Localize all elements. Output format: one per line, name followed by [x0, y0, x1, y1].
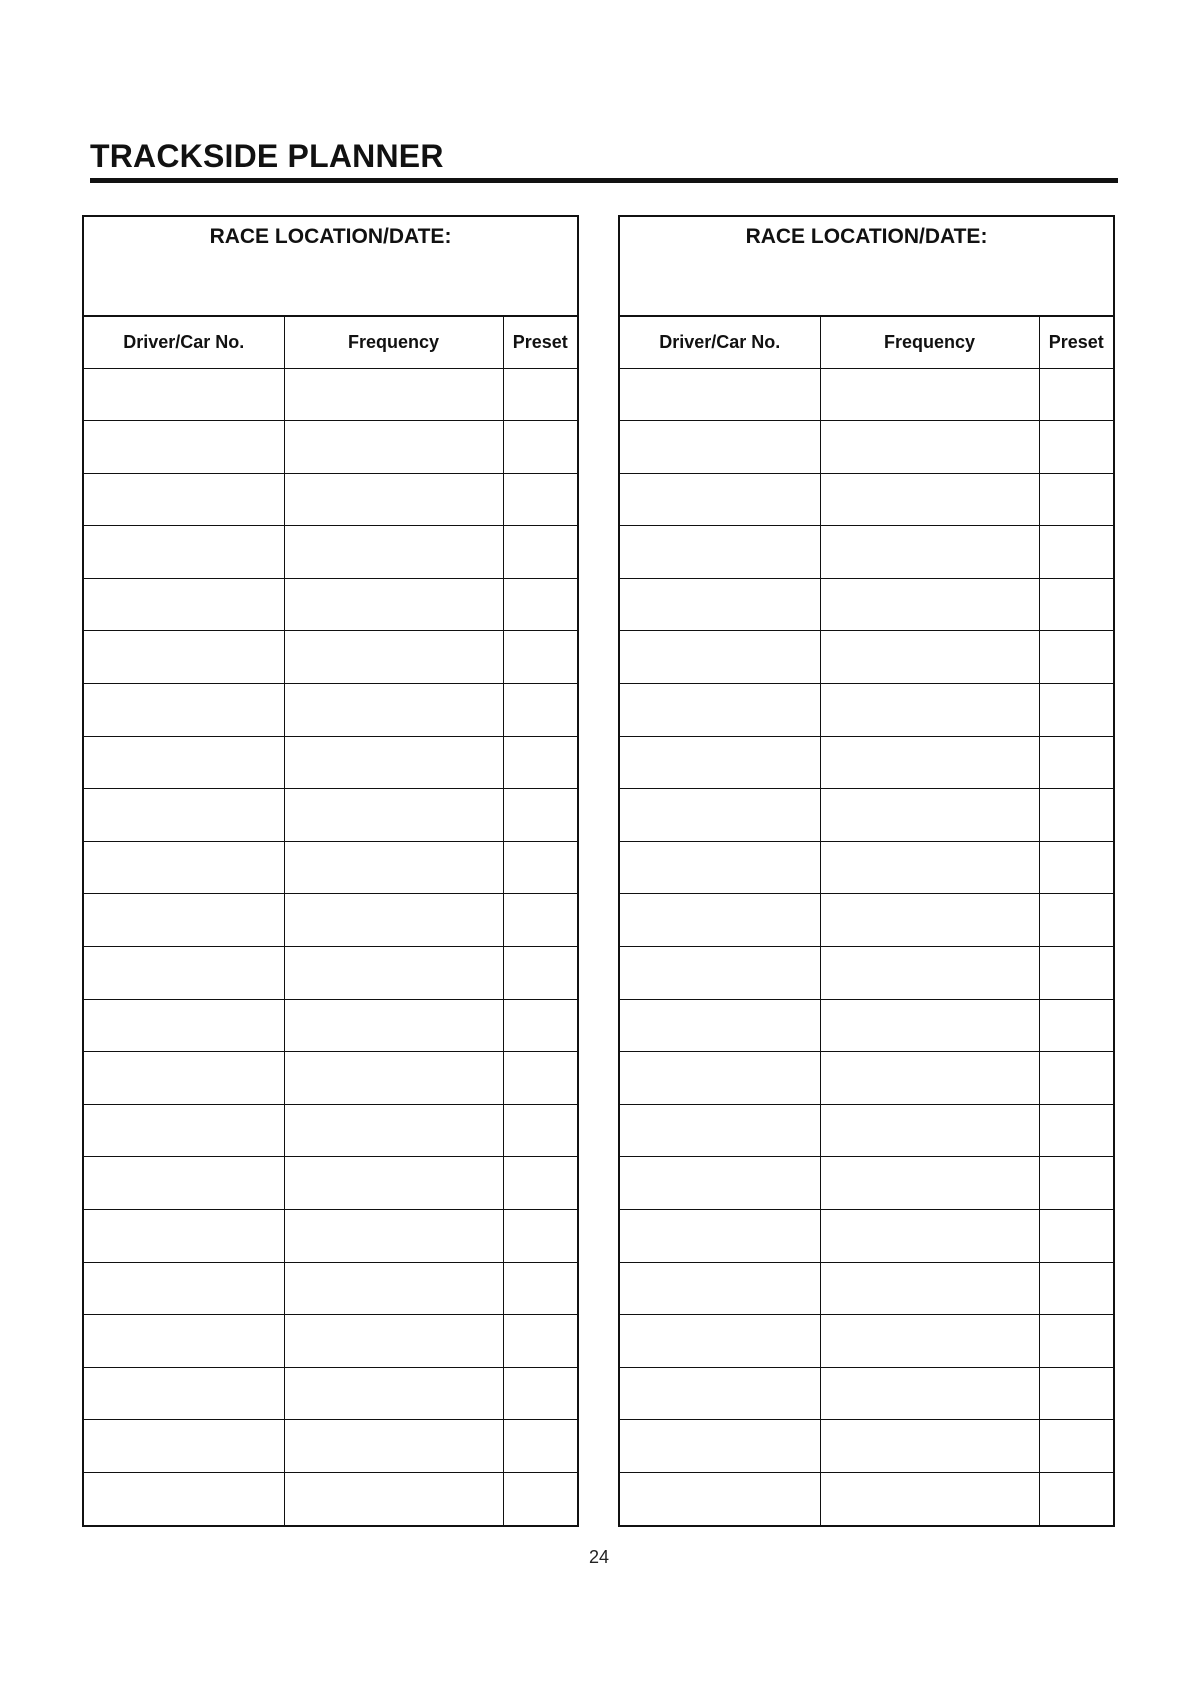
table-row: [620, 947, 1113, 1000]
preset-cell[interactable]: [1039, 631, 1113, 684]
preset-cell[interactable]: [1039, 1420, 1113, 1473]
driver-car-cell[interactable]: [84, 1367, 284, 1420]
table-row: [84, 526, 577, 579]
frequency-cell[interactable]: [284, 1262, 503, 1315]
preset-cell[interactable]: [503, 789, 577, 842]
driver-car-cell[interactable]: [84, 684, 284, 737]
driver-car-cell[interactable]: [84, 1157, 284, 1210]
frequency-cell[interactable]: [284, 1210, 503, 1263]
preset-cell[interactable]: [1039, 947, 1113, 1000]
preset-cell[interactable]: [503, 526, 577, 579]
frequency-cell[interactable]: [284, 473, 503, 526]
header-row: [620, 317, 1113, 368]
table-row: [620, 1210, 1113, 1263]
frequency-cell[interactable]: [820, 894, 1039, 947]
planner-table: [620, 317, 1113, 1525]
table-row: [84, 1367, 577, 1420]
table-row: [620, 368, 1113, 421]
preset-cell[interactable]: [503, 1367, 577, 1420]
frequency-cell[interactable]: [284, 1420, 503, 1473]
preset-cell[interactable]: [1039, 684, 1113, 737]
driver-car-cell[interactable]: [620, 894, 820, 947]
driver-car-cell[interactable]: [84, 1262, 284, 1315]
frequency-cell[interactable]: [820, 1472, 1039, 1525]
frequency-cell[interactable]: [820, 1367, 1039, 1420]
driver-car-cell[interactable]: [620, 1262, 820, 1315]
preset-cell[interactable]: [503, 1262, 577, 1315]
table-row: [84, 1472, 577, 1525]
frequency-cell[interactable]: [284, 841, 503, 894]
table-row: [620, 736, 1113, 789]
title-underline: [90, 178, 1118, 183]
table-row: [84, 894, 577, 947]
table-row: [84, 841, 577, 894]
driver-car-cell[interactable]: [620, 368, 820, 421]
driver-car-cell[interactable]: [84, 631, 284, 684]
frequency-cell[interactable]: [284, 1472, 503, 1525]
driver-car-cell[interactable]: [84, 789, 284, 842]
table-row: [84, 684, 577, 737]
table-row: [620, 421, 1113, 474]
column-header-driver: Driver/Car No.: [84, 317, 284, 368]
driver-car-cell[interactable]: [620, 421, 820, 474]
preset-cell[interactable]: [1039, 894, 1113, 947]
table-row: [620, 684, 1113, 737]
frequency-cell[interactable]: [284, 421, 503, 474]
header-row: [84, 317, 577, 368]
table-row: [84, 631, 577, 684]
preset-cell[interactable]: [503, 999, 577, 1052]
preset-cell[interactable]: [503, 684, 577, 737]
driver-car-cell[interactable]: [620, 473, 820, 526]
frequency-cell[interactable]: [820, 1210, 1039, 1263]
frequency-cell[interactable]: [284, 526, 503, 579]
table-row: [84, 1052, 577, 1105]
driver-car-cell[interactable]: [620, 1472, 820, 1525]
table-row: [84, 368, 577, 421]
table-row: [84, 736, 577, 789]
preset-cell[interactable]: [1039, 578, 1113, 631]
driver-car-cell[interactable]: [84, 1315, 284, 1368]
preset-cell[interactable]: [503, 1104, 577, 1157]
race-location-date-field[interactable]: [84, 217, 577, 317]
preset-cell[interactable]: [1039, 841, 1113, 894]
driver-car-cell[interactable]: [620, 736, 820, 789]
preset-cell[interactable]: [1039, 526, 1113, 579]
driver-car-cell[interactable]: [620, 1367, 820, 1420]
column-header-frequency: Frequency: [284, 317, 503, 368]
table-row: [620, 578, 1113, 631]
frequency-cell[interactable]: [820, 1262, 1039, 1315]
table-row: [620, 1367, 1113, 1420]
frequency-cell[interactable]: [820, 789, 1039, 842]
planner-left: [82, 215, 579, 1527]
table-row: [620, 631, 1113, 684]
frequency-cell[interactable]: [820, 1157, 1039, 1210]
preset-cell[interactable]: [503, 894, 577, 947]
preset-cell[interactable]: [1039, 789, 1113, 842]
frequency-cell[interactable]: [284, 1367, 503, 1420]
frequency-cell[interactable]: [820, 1420, 1039, 1473]
driver-car-cell[interactable]: [84, 999, 284, 1052]
preset-cell[interactable]: [503, 473, 577, 526]
driver-car-cell[interactable]: [84, 894, 284, 947]
driver-car-cell[interactable]: [84, 421, 284, 474]
preset-cell[interactable]: [503, 947, 577, 1000]
preset-cell[interactable]: [1039, 1210, 1113, 1263]
column-header-preset: Preset: [1039, 317, 1113, 368]
driver-car-cell[interactable]: [84, 526, 284, 579]
page-number: 24: [588, 1547, 610, 1567]
preset-cell[interactable]: [1039, 368, 1113, 421]
preset-cell[interactable]: [503, 421, 577, 474]
preset-cell[interactable]: [1039, 1262, 1113, 1315]
preset-cell[interactable]: [1039, 736, 1113, 789]
table-row: [84, 1104, 577, 1157]
driver-car-cell[interactable]: [84, 947, 284, 1000]
frequency-cell[interactable]: [284, 578, 503, 631]
driver-car-cell[interactable]: [620, 999, 820, 1052]
preset-cell[interactable]: [503, 578, 577, 631]
table-row: [620, 999, 1113, 1052]
page-title: TRACKSIDE PLANNER: [90, 138, 444, 174]
driver-car-cell[interactable]: [84, 1052, 284, 1105]
column-header-preset: Preset: [503, 317, 577, 368]
driver-car-cell[interactable]: [620, 1104, 820, 1157]
driver-car-cell[interactable]: [620, 947, 820, 1000]
table-row: [84, 1420, 577, 1473]
frequency-cell[interactable]: [820, 631, 1039, 684]
table-row: [84, 473, 577, 526]
table-row: [620, 1472, 1113, 1525]
preset-cell[interactable]: [503, 841, 577, 894]
table-row: [84, 1262, 577, 1315]
frequency-cell[interactable]: [284, 894, 503, 947]
race-location-date-label: RACE LOCATION/DATE:: [209, 225, 452, 248]
table-row: [620, 789, 1113, 842]
frequency-cell[interactable]: [820, 841, 1039, 894]
table-row: [84, 947, 577, 1000]
race-location-date-label: RACE LOCATION/DATE:: [745, 225, 988, 248]
table-row: [620, 1420, 1113, 1473]
driver-car-cell[interactable]: [84, 473, 284, 526]
driver-car-cell[interactable]: [84, 1104, 284, 1157]
driver-car-cell[interactable]: [84, 1210, 284, 1263]
table-row: [620, 894, 1113, 947]
table-row: [84, 421, 577, 474]
frequency-cell[interactable]: [284, 1157, 503, 1210]
preset-cell[interactable]: [1039, 1052, 1113, 1105]
frequency-cell[interactable]: [820, 684, 1039, 737]
driver-car-cell[interactable]: [620, 1157, 820, 1210]
table-row: [620, 1315, 1113, 1368]
driver-car-cell[interactable]: [84, 1420, 284, 1473]
frequency-cell[interactable]: [820, 578, 1039, 631]
driver-car-cell[interactable]: [620, 1420, 820, 1473]
race-location-date-field[interactable]: [620, 217, 1113, 317]
driver-car-cell[interactable]: [620, 578, 820, 631]
frequency-cell[interactable]: [284, 684, 503, 737]
frequency-cell[interactable]: [820, 526, 1039, 579]
frequency-cell[interactable]: [820, 947, 1039, 1000]
preset-cell[interactable]: [1039, 1104, 1113, 1157]
preset-cell[interactable]: [503, 1315, 577, 1368]
table-row: [620, 841, 1113, 894]
driver-car-cell[interactable]: [620, 526, 820, 579]
preset-cell[interactable]: [1039, 999, 1113, 1052]
preset-cell[interactable]: [503, 1420, 577, 1473]
frequency-cell[interactable]: [820, 368, 1039, 421]
planner-rows: [84, 368, 577, 1525]
driver-car-cell[interactable]: [620, 841, 820, 894]
table-row: [620, 1052, 1113, 1105]
preset-cell[interactable]: [503, 1210, 577, 1263]
preset-cell[interactable]: [503, 631, 577, 684]
table-row: [620, 1157, 1113, 1210]
driver-car-cell[interactable]: [620, 789, 820, 842]
frequency-cell[interactable]: [284, 947, 503, 1000]
column-header-driver: Driver/Car No.: [620, 317, 820, 368]
preset-cell[interactable]: [1039, 1472, 1113, 1525]
driver-car-cell[interactable]: [620, 1315, 820, 1368]
frequency-cell[interactable]: [820, 1052, 1039, 1105]
table-row: [84, 789, 577, 842]
frequency-cell[interactable]: [820, 736, 1039, 789]
driver-car-cell[interactable]: [84, 736, 284, 789]
frequency-cell[interactable]: [284, 736, 503, 789]
preset-cell[interactable]: [1039, 1157, 1113, 1210]
frequency-cell[interactable]: [820, 999, 1039, 1052]
table-row: [84, 578, 577, 631]
driver-car-cell[interactable]: [620, 631, 820, 684]
frequency-cell[interactable]: [284, 789, 503, 842]
frequency-cell[interactable]: [820, 421, 1039, 474]
table-row: [620, 526, 1113, 579]
frequency-cell[interactable]: [820, 1315, 1039, 1368]
preset-cell[interactable]: [1039, 1367, 1113, 1420]
planner-rows: [620, 368, 1113, 1525]
frequency-cell[interactable]: [284, 1104, 503, 1157]
column-header-frequency: Frequency: [820, 317, 1039, 368]
preset-cell[interactable]: [503, 368, 577, 421]
driver-car-cell[interactable]: [620, 1052, 820, 1105]
frequency-cell[interactable]: [820, 1104, 1039, 1157]
table-row: [620, 1262, 1113, 1315]
preset-cell[interactable]: [503, 736, 577, 789]
preset-cell[interactable]: [503, 1052, 577, 1105]
table-row: [620, 473, 1113, 526]
preset-cell[interactable]: [503, 1472, 577, 1525]
planner-right: [618, 215, 1115, 1527]
planner-table: [84, 317, 577, 1525]
frequency-cell[interactable]: [284, 631, 503, 684]
table-row: [84, 999, 577, 1052]
preset-cell[interactable]: [503, 1157, 577, 1210]
frequency-cell[interactable]: [820, 473, 1039, 526]
preset-cell[interactable]: [1039, 473, 1113, 526]
driver-car-cell[interactable]: [84, 841, 284, 894]
preset-cell[interactable]: [1039, 421, 1113, 474]
frequency-cell[interactable]: [284, 1315, 503, 1368]
driver-car-cell[interactable]: [84, 578, 284, 631]
frequency-cell[interactable]: [284, 1052, 503, 1105]
table-row: [620, 1104, 1113, 1157]
frequency-cell[interactable]: [284, 368, 503, 421]
driver-car-cell[interactable]: [620, 1210, 820, 1263]
table-row: [84, 1157, 577, 1210]
frequency-cell[interactable]: [284, 999, 503, 1052]
table-row: [84, 1210, 577, 1263]
table-row: [84, 1315, 577, 1368]
driver-car-cell[interactable]: [84, 368, 284, 421]
preset-cell[interactable]: [1039, 1315, 1113, 1368]
driver-car-cell[interactable]: [84, 1472, 284, 1525]
driver-car-cell[interactable]: [620, 684, 820, 737]
